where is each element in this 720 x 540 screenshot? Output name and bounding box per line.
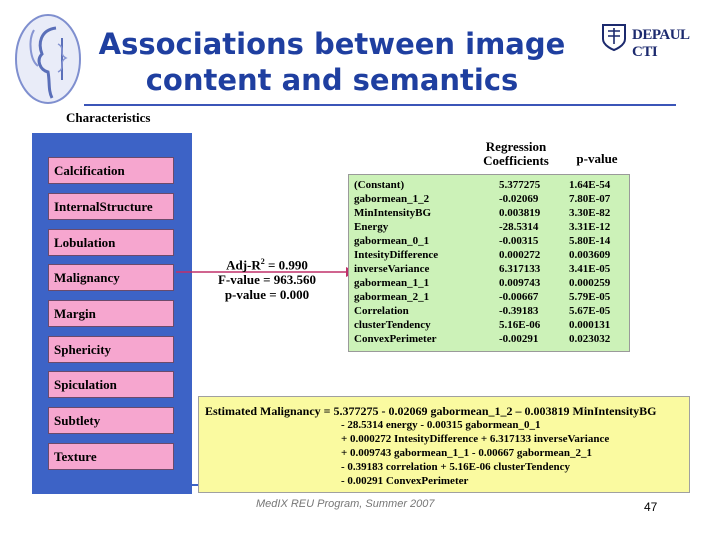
estimated-malignancy-equation	[198, 396, 690, 493]
variable-name: Energy	[354, 221, 389, 233]
p-value-cell: 3.30E-82	[569, 207, 611, 219]
p-value-header: p-value	[576, 151, 618, 166]
table-row	[349, 179, 629, 192]
table-row	[349, 291, 629, 304]
characteristic-subtlety: Subtlety	[48, 407, 174, 434]
characteristic-texture: Texture	[48, 443, 174, 470]
table-row	[349, 277, 629, 290]
equation-line: - 28.5314 energy - 0.00315 gabormean_0_1	[341, 419, 541, 431]
p-value-cell: 0.023032	[569, 333, 611, 345]
depaul-seal-icon	[600, 22, 628, 52]
coefficient-value: 0.000272	[499, 249, 541, 261]
p-value-cell: 7.80E-07	[569, 193, 611, 205]
equation-line: + 0.009743 gabormean_1_1 - 0.00667 gabormean_2_1	[341, 447, 593, 459]
coefficient-value: -28.5314	[499, 221, 539, 233]
variable-name: clusterTendency	[354, 319, 431, 331]
characteristic-sphericity: Sphericity	[48, 336, 174, 363]
title-divider	[84, 104, 676, 106]
coefficient-value: 5.16E-06	[499, 319, 541, 331]
characteristic-lobulation: Lobulation	[48, 229, 174, 256]
regression-table	[348, 174, 630, 352]
variable-name: inverseVariance	[354, 263, 430, 275]
characteristic-margin: Margin	[48, 300, 174, 327]
coefficient-value: 0.003819	[499, 207, 541, 219]
f-value-stat: F-value = 963.560	[217, 272, 317, 288]
model-statistics	[212, 254, 322, 302]
p-value-stat: p-value = 0.000	[224, 287, 310, 303]
characteristic-spiculation: Spiculation	[48, 371, 174, 398]
variable-name: gabormean_1_2	[354, 193, 430, 205]
characteristic-internal-structure: InternalStructure	[48, 193, 174, 220]
footer-text: MedIX REU Program, Summer 2007	[256, 498, 435, 510]
variable-name: IntesityDifference	[354, 249, 439, 261]
p-value-cell: 0.000131	[569, 319, 611, 331]
p-value-cell: 5.67E-05	[569, 305, 611, 317]
table-row	[349, 333, 629, 346]
variable-name: gabormean_1_1	[354, 277, 430, 289]
regression-coefficients-header: Regression Coefficients	[483, 139, 549, 168]
slide-title-line-1: Associations between image	[98, 27, 566, 61]
p-value-cell: 3.31E-12	[569, 221, 611, 233]
variable-name: gabormean_2_1	[354, 291, 430, 303]
p-value-cell: 5.79E-05	[569, 291, 611, 303]
page-number: 47	[644, 500, 658, 514]
depaul-cti-logo	[600, 22, 710, 60]
p-value-cell: 1.64E-54	[569, 179, 611, 191]
table-row	[349, 319, 629, 332]
coefficient-value: -0.00315	[499, 235, 539, 247]
depaul-cti-logo-text: DEPAUL CTI	[632, 27, 689, 60]
table-row	[349, 207, 629, 220]
coefficient-value: 5.377275	[499, 179, 541, 191]
p-value-cell: 5.80E-14	[569, 235, 611, 247]
coefficient-value: -0.02069	[499, 193, 539, 205]
p-value-cell: 3.41E-05	[569, 263, 611, 275]
table-row	[349, 249, 629, 262]
p-value-cell: 0.000259	[569, 277, 611, 289]
equation-line: + 0.000272 IntesityDifference + 6.317133 inverseVariance	[341, 433, 610, 445]
table-row	[349, 235, 629, 248]
coefficient-value: 0.009743	[499, 277, 541, 289]
adj-r2-stat: Adj-$R^2 = 0.990$	[226, 257, 308, 273]
slicer-logo-icon	[12, 10, 84, 108]
variable-name: (Constant)	[354, 179, 405, 191]
characteristics-heading: Characteristics	[66, 110, 151, 125]
slide-title-line-2: content and semantics	[145, 63, 519, 97]
panel-connector	[190, 484, 198, 486]
variable-name: ConvexPerimeter	[354, 333, 437, 345]
characteristic-malignancy: Malignancy	[48, 264, 174, 291]
coefficient-value: -0.39183	[499, 305, 539, 317]
p-value-cell: 0.003609	[569, 249, 611, 261]
table-row	[349, 193, 629, 206]
coefficient-value: 6.317133	[499, 263, 541, 275]
equation-line: - 0.39183 correlation + 5.16E-06 clusterTendency	[341, 461, 570, 473]
coefficient-value: -0.00667	[499, 291, 539, 303]
slide-title	[92, 26, 572, 98]
coefficient-value: -0.00291	[499, 333, 539, 345]
table-row	[349, 305, 629, 318]
variable-name: Correlation	[354, 305, 409, 317]
table-row	[349, 263, 629, 276]
characteristic-calcification: Calcification	[48, 157, 174, 184]
equation-head: Estimated Malignancy = 5.377275 - 0.02069 gabormean_1_2 – 0.003819 MinIntensityBG	[205, 404, 657, 418]
variable-name: MinIntensityBG	[354, 207, 432, 219]
table-row	[349, 221, 629, 234]
variable-name: gabormean_0_1	[354, 235, 430, 247]
equation-line: - 0.00291 ConvexPerimeter	[341, 475, 469, 487]
